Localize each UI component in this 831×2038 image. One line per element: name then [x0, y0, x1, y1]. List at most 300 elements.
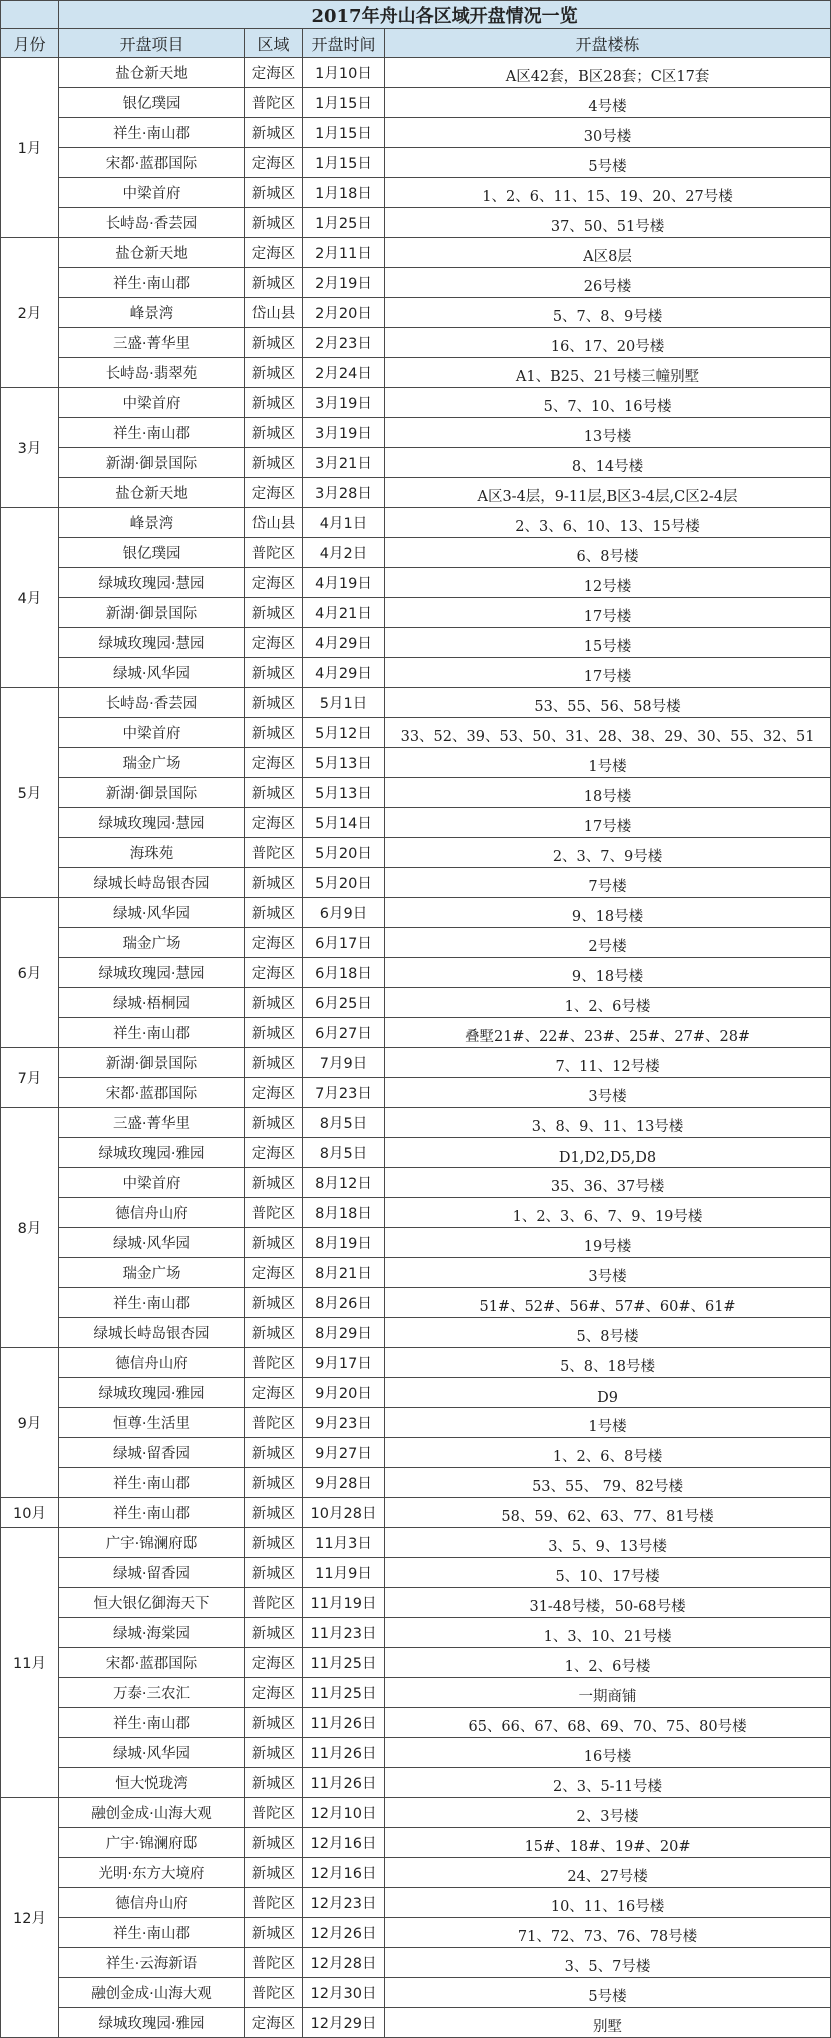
buildings-cell: 6、8号楼 [385, 538, 831, 568]
month-cell: 7月 [1, 1048, 59, 1108]
district-cell: 新城区 [245, 1708, 303, 1738]
project-cell: 祥生·南山郡 [59, 268, 245, 298]
district-cell: 普陀区 [245, 1888, 303, 1918]
district-cell: 定海区 [245, 1378, 303, 1408]
date-cell: 11月26日 [303, 1738, 385, 1768]
project-cell: 银亿璞园 [59, 88, 245, 118]
project-cell: 祥生·南山郡 [59, 1498, 245, 1528]
district-cell: 普陀区 [245, 1198, 303, 1228]
district-cell: 定海区 [245, 928, 303, 958]
buildings-cell: 1号楼 [385, 748, 831, 778]
date-cell: 11月26日 [303, 1708, 385, 1738]
district-cell: 普陀区 [245, 1978, 303, 2008]
date-cell: 10月28日 [303, 1498, 385, 1528]
table-row [1, 778, 831, 808]
district-cell: 定海区 [245, 748, 303, 778]
date-cell: 3月19日 [303, 418, 385, 448]
date-cell: 2月24日 [303, 358, 385, 388]
project-cell: 绿城·梧桐园 [59, 988, 245, 1018]
project-cell: 祥生·南山郡 [59, 1708, 245, 1738]
table-row [1, 1858, 831, 1888]
district-cell: 新城区 [245, 1468, 303, 1498]
district-cell: 新城区 [245, 1108, 303, 1138]
buildings-cell: 1、2、6、11、15、19、20、27号楼 [385, 178, 831, 208]
date-cell: 3月21日 [303, 448, 385, 478]
date-cell: 1月15日 [303, 148, 385, 178]
project-cell: 绿城玫瑰园·雅园 [59, 2008, 245, 2038]
title-corner-cell [1, 1, 59, 29]
buildings-cell: 15号楼 [385, 628, 831, 658]
table-title: 2017年舟山各区域开盘情况一览 [59, 1, 831, 29]
district-cell: 普陀区 [245, 1948, 303, 1978]
table-row [1, 928, 831, 958]
district-cell: 普陀区 [245, 538, 303, 568]
date-cell: 9月27日 [303, 1438, 385, 1468]
district-cell: 新城区 [245, 118, 303, 148]
table-row [1, 868, 831, 898]
district-cell: 普陀区 [245, 1408, 303, 1438]
district-cell: 定海区 [245, 1258, 303, 1288]
project-cell: 绿城玫瑰园·慧园 [59, 808, 245, 838]
buildings-cell: 1号楼 [385, 1408, 831, 1438]
table-row [1, 1318, 831, 1348]
buildings-cell: 8、14号楼 [385, 448, 831, 478]
district-cell: 新城区 [245, 1558, 303, 1588]
buildings-cell: 18号楼 [385, 778, 831, 808]
buildings-cell: D9 [385, 1378, 831, 1408]
table-row [1, 148, 831, 178]
project-cell: 瑞金广场 [59, 748, 245, 778]
project-cell: 广宇·锦澜府邸 [59, 1528, 245, 1558]
date-cell: 8月26日 [303, 1288, 385, 1318]
buildings-cell: 17号楼 [385, 598, 831, 628]
project-cell: 峰景湾 [59, 508, 245, 538]
project-cell: 新湖·御景国际 [59, 778, 245, 808]
project-cell: 祥生·云海新语 [59, 1948, 245, 1978]
project-cell: 宋都·蓝郡国际 [59, 148, 245, 178]
project-cell: 绿城·风华园 [59, 1738, 245, 1768]
buildings-cell: D1,D2,D5,D8 [385, 1138, 831, 1168]
date-cell: 8月5日 [303, 1138, 385, 1168]
month-cell: 8月 [1, 1108, 59, 1348]
project-cell: 盐仓新天地 [59, 238, 245, 268]
table-row [1, 1228, 831, 1258]
buildings-cell: 1、2、6号楼 [385, 988, 831, 1018]
table-row [1, 328, 831, 358]
project-cell: 德信舟山府 [59, 1198, 245, 1228]
date-cell: 12月16日 [303, 1828, 385, 1858]
project-cell: 万泰·三农汇 [59, 1678, 245, 1708]
table-row [1, 1888, 831, 1918]
table-row [1, 208, 831, 238]
date-cell: 12月28日 [303, 1948, 385, 1978]
month-cell: 5月 [1, 688, 59, 898]
district-cell: 定海区 [245, 1138, 303, 1168]
project-cell: 瑞金广场 [59, 928, 245, 958]
date-cell: 5月20日 [303, 838, 385, 868]
project-cell: 绿城长峙岛银杏园 [59, 868, 245, 898]
district-cell: 定海区 [245, 808, 303, 838]
date-cell: 7月23日 [303, 1078, 385, 1108]
table-row [1, 1738, 831, 1768]
project-cell: 绿城玫瑰园·雅园 [59, 1378, 245, 1408]
buildings-cell: 37、50、51号楼 [385, 208, 831, 238]
month-cell: 10月 [1, 1498, 59, 1528]
buildings-cell: 5号楼 [385, 1978, 831, 2008]
buildings-cell: A区8层 [385, 238, 831, 268]
buildings-cell: 1、2、3、6、7、9、19号楼 [385, 1198, 831, 1228]
district-cell: 普陀区 [245, 838, 303, 868]
header-date: 开盘时间 [303, 29, 385, 58]
buildings-cell: 10、11、16号楼 [385, 1888, 831, 1918]
buildings-cell: 3、8、9、11、13号楼 [385, 1108, 831, 1138]
date-cell: 6月27日 [303, 1018, 385, 1048]
date-cell: 4月21日 [303, 598, 385, 628]
date-cell: 9月23日 [303, 1408, 385, 1438]
date-cell: 5月20日 [303, 868, 385, 898]
date-cell: 2月20日 [303, 298, 385, 328]
month-cell: 4月 [1, 508, 59, 688]
month-cell: 9月 [1, 1348, 59, 1498]
district-cell: 定海区 [245, 58, 303, 88]
project-cell: 长峙岛·香芸园 [59, 688, 245, 718]
table-row [1, 1978, 831, 2008]
project-cell: 祥生·南山郡 [59, 1918, 245, 1948]
date-cell: 12月26日 [303, 1918, 385, 1948]
date-cell: 11月23日 [303, 1618, 385, 1648]
buildings-cell: 7、11、12号楼 [385, 1048, 831, 1078]
table-row [1, 1168, 831, 1198]
district-cell: 新城区 [245, 868, 303, 898]
table-body [1, 1, 831, 2038]
buildings-cell: 9、18号楼 [385, 898, 831, 928]
table-row [1, 1618, 831, 1648]
district-cell: 岱山县 [245, 298, 303, 328]
date-cell: 6月17日 [303, 928, 385, 958]
table-row [1, 1348, 831, 1378]
district-cell: 普陀区 [245, 1588, 303, 1618]
date-cell: 11月3日 [303, 1528, 385, 1558]
buildings-cell: 65、66、67、68、69、70、75、80号楼 [385, 1708, 831, 1738]
project-cell: 瑞金广场 [59, 1258, 245, 1288]
header-row [1, 29, 831, 58]
project-cell: 绿城玫瑰园·慧园 [59, 958, 245, 988]
table-row [1, 448, 831, 478]
date-cell: 2月23日 [303, 328, 385, 358]
project-cell: 绿城·风华园 [59, 1228, 245, 1258]
table-row [1, 1558, 831, 1588]
date-cell: 4月1日 [303, 508, 385, 538]
table-row [1, 628, 831, 658]
buildings-cell: 5、8号楼 [385, 1318, 831, 1348]
table-row [1, 118, 831, 148]
buildings-cell: 16、17、20号楼 [385, 328, 831, 358]
table-row [1, 568, 831, 598]
buildings-cell: 51#、52#、56#、57#、60#、61# [385, 1288, 831, 1318]
buildings-cell: 17号楼 [385, 808, 831, 838]
table-row [1, 1648, 831, 1678]
date-cell: 5月13日 [303, 748, 385, 778]
project-cell: 绿城·留香园 [59, 1558, 245, 1588]
date-cell: 11月25日 [303, 1678, 385, 1708]
table-row [1, 88, 831, 118]
table-row [1, 718, 831, 748]
project-cell: 祥生·南山郡 [59, 1288, 245, 1318]
project-cell: 峰景湾 [59, 298, 245, 328]
district-cell: 定海区 [245, 628, 303, 658]
project-cell: 三盛·菁华里 [59, 1108, 245, 1138]
date-cell: 1月15日 [303, 88, 385, 118]
table-row [1, 418, 831, 448]
project-cell: 新湖·御景国际 [59, 1048, 245, 1078]
date-cell: 4月2日 [303, 538, 385, 568]
date-cell: 2月11日 [303, 238, 385, 268]
project-cell: 绿城长峙岛银杏园 [59, 1318, 245, 1348]
table-row [1, 1258, 831, 1288]
date-cell: 1月18日 [303, 178, 385, 208]
date-cell: 4月19日 [303, 568, 385, 598]
date-cell: 1月10日 [303, 58, 385, 88]
project-cell: 新湖·御景国际 [59, 598, 245, 628]
district-cell: 定海区 [245, 148, 303, 178]
table-row [1, 478, 831, 508]
buildings-cell: A1、B25、21号楼三幢别墅 [385, 358, 831, 388]
district-cell: 新城区 [245, 448, 303, 478]
buildings-cell: 3、5、9、13号楼 [385, 1528, 831, 1558]
project-cell: 祥生·南山郡 [59, 1468, 245, 1498]
buildings-cell: 5、8、18号楼 [385, 1348, 831, 1378]
date-cell: 9月28日 [303, 1468, 385, 1498]
buildings-cell: 5号楼 [385, 148, 831, 178]
date-cell: 8月5日 [303, 1108, 385, 1138]
project-cell: 绿城·风华园 [59, 658, 245, 688]
district-cell: 新城区 [245, 1528, 303, 1558]
project-cell: 新湖·御景国际 [59, 448, 245, 478]
district-cell: 岱山县 [245, 508, 303, 538]
buildings-cell: 2、3、5-11号楼 [385, 1768, 831, 1798]
date-cell: 5月14日 [303, 808, 385, 838]
buildings-cell: 17号楼 [385, 658, 831, 688]
date-cell: 6月25日 [303, 988, 385, 1018]
table-row [1, 658, 831, 688]
project-cell: 德信舟山府 [59, 1888, 245, 1918]
buildings-cell: 叠墅21#、22#、23#、25#、27#、28# [385, 1018, 831, 1048]
month-cell: 12月 [1, 1798, 59, 2038]
buildings-cell: 5、7、8、9号楼 [385, 298, 831, 328]
buildings-cell: 53、55、56、58号楼 [385, 688, 831, 718]
table-row [1, 2008, 831, 2038]
table-row [1, 1468, 831, 1498]
project-cell: 光明·东方大境府 [59, 1858, 245, 1888]
buildings-cell: 别墅 [385, 2008, 831, 2038]
table-row [1, 598, 831, 628]
month-cell: 6月 [1, 898, 59, 1048]
district-cell: 定海区 [245, 2008, 303, 2038]
project-cell: 祥生·南山郡 [59, 418, 245, 448]
district-cell: 新城区 [245, 1858, 303, 1888]
project-cell: 宋都·蓝郡国际 [59, 1078, 245, 1108]
district-cell: 新城区 [245, 358, 303, 388]
table-row [1, 1678, 831, 1708]
table-row [1, 298, 831, 328]
date-cell: 6月18日 [303, 958, 385, 988]
project-cell: 长峙岛·翡翠苑 [59, 358, 245, 388]
district-cell: 新城区 [245, 268, 303, 298]
project-cell: 长峙岛·香芸园 [59, 208, 245, 238]
district-cell: 新城区 [245, 1918, 303, 1948]
table-row [1, 1138, 831, 1168]
buildings-cell: 4号楼 [385, 88, 831, 118]
month-cell: 1月 [1, 58, 59, 238]
district-cell: 新城区 [245, 1018, 303, 1048]
table-row [1, 178, 831, 208]
project-cell: 绿城玫瑰园·慧园 [59, 628, 245, 658]
buildings-cell: 1、2、6、8号楼 [385, 1438, 831, 1468]
buildings-cell: 3号楼 [385, 1258, 831, 1288]
district-cell: 新城区 [245, 778, 303, 808]
table-row [1, 1528, 831, 1558]
month-cell: 11月 [1, 1528, 59, 1798]
district-cell: 新城区 [245, 328, 303, 358]
table-row [1, 808, 831, 838]
buildings-cell: 31-48号楼，50-68号楼 [385, 1588, 831, 1618]
district-cell: 新城区 [245, 1168, 303, 1198]
project-cell: 祥生·南山郡 [59, 118, 245, 148]
district-cell: 定海区 [245, 238, 303, 268]
district-cell: 新城区 [245, 1828, 303, 1858]
date-cell: 5月1日 [303, 688, 385, 718]
date-cell: 11月19日 [303, 1588, 385, 1618]
date-cell: 12月30日 [303, 1978, 385, 2008]
date-cell: 3月28日 [303, 478, 385, 508]
project-cell: 中梁首府 [59, 718, 245, 748]
buildings-cell: A区3-4层，9-11层,B区3-4层,C区2-4层 [385, 478, 831, 508]
district-cell: 新城区 [245, 1048, 303, 1078]
table-row [1, 1948, 831, 1978]
date-cell: 11月25日 [303, 1648, 385, 1678]
table-row [1, 1498, 831, 1528]
date-cell: 3月19日 [303, 388, 385, 418]
date-cell: 1月25日 [303, 208, 385, 238]
title-row [1, 1, 831, 29]
date-cell: 6月9日 [303, 898, 385, 928]
district-cell: 定海区 [245, 1678, 303, 1708]
table-row [1, 268, 831, 298]
district-cell: 新城区 [245, 1288, 303, 1318]
table-row [1, 1408, 831, 1438]
project-cell: 绿城·留香园 [59, 1438, 245, 1468]
project-cell: 绿城玫瑰园·雅园 [59, 1138, 245, 1168]
date-cell: 8月29日 [303, 1318, 385, 1348]
table-row [1, 688, 831, 718]
table-row [1, 1708, 831, 1738]
district-cell: 定海区 [245, 1648, 303, 1678]
project-cell: 中梁首府 [59, 388, 245, 418]
district-cell: 普陀区 [245, 88, 303, 118]
table-row [1, 1108, 831, 1138]
buildings-cell: 15#、18#、19#、20# [385, 1828, 831, 1858]
buildings-cell: 1、2、6号楼 [385, 1648, 831, 1678]
date-cell: 11月26日 [303, 1768, 385, 1798]
date-cell: 8月19日 [303, 1228, 385, 1258]
table-row [1, 1768, 831, 1798]
project-cell: 德信舟山府 [59, 1348, 245, 1378]
header-project: 开盘项目 [59, 29, 245, 58]
district-cell: 定海区 [245, 478, 303, 508]
buildings-cell: 26号楼 [385, 268, 831, 298]
buildings-cell: 12号楼 [385, 568, 831, 598]
project-cell: 恒尊·生活里 [59, 1408, 245, 1438]
table-row [1, 898, 831, 928]
buildings-cell: 2、3号楼 [385, 1798, 831, 1828]
table-row [1, 1438, 831, 1468]
table-row [1, 1078, 831, 1108]
table-row [1, 388, 831, 418]
district-cell: 定海区 [245, 568, 303, 598]
buildings-cell: 30号楼 [385, 118, 831, 148]
project-cell: 融创金成·山海大观 [59, 1798, 245, 1828]
district-cell: 新城区 [245, 1738, 303, 1768]
table-row [1, 1018, 831, 1048]
district-cell: 新城区 [245, 1318, 303, 1348]
table-row [1, 58, 831, 88]
project-cell: 海珠苑 [59, 838, 245, 868]
buildings-cell: 一期商铺 [385, 1678, 831, 1708]
district-cell: 新城区 [245, 718, 303, 748]
table-row [1, 1918, 831, 1948]
project-cell: 恒大银亿御海天下 [59, 1588, 245, 1618]
buildings-cell: 2号楼 [385, 928, 831, 958]
project-cell: 祥生·南山郡 [59, 1018, 245, 1048]
header-district: 区域 [245, 29, 303, 58]
buildings-cell: 2、3、7、9号楼 [385, 838, 831, 868]
month-cell: 3月 [1, 388, 59, 508]
date-cell: 8月18日 [303, 1198, 385, 1228]
district-cell: 新城区 [245, 1438, 303, 1468]
header-buildings: 开盘楼栋 [385, 29, 831, 58]
date-cell: 9月17日 [303, 1348, 385, 1378]
table-row [1, 1378, 831, 1408]
district-cell: 新城区 [245, 178, 303, 208]
date-cell: 8月21日 [303, 1258, 385, 1288]
date-cell: 2月19日 [303, 268, 385, 298]
buildings-cell: 71、72、73、76、78号楼 [385, 1918, 831, 1948]
district-cell: 普陀区 [245, 1798, 303, 1828]
buildings-cell: 3、5、7号楼 [385, 1948, 831, 1978]
date-cell: 1月15日 [303, 118, 385, 148]
district-cell: 新城区 [245, 208, 303, 238]
date-cell: 4月29日 [303, 658, 385, 688]
buildings-cell: 5、10、17号楼 [385, 1558, 831, 1588]
buildings-cell: 53、55、 79、82号楼 [385, 1468, 831, 1498]
district-cell: 新城区 [245, 388, 303, 418]
project-cell: 绿城·风华园 [59, 898, 245, 928]
district-cell: 新城区 [245, 1228, 303, 1258]
date-cell: 5月12日 [303, 718, 385, 748]
table-row [1, 1288, 831, 1318]
buildings-cell: 9、18号楼 [385, 958, 831, 988]
date-cell: 9月20日 [303, 1378, 385, 1408]
date-cell: 5月13日 [303, 778, 385, 808]
project-cell: 恒大悦珑湾 [59, 1768, 245, 1798]
month-cell: 2月 [1, 238, 59, 388]
table-row [1, 538, 831, 568]
date-cell: 12月10日 [303, 1798, 385, 1828]
table-row [1, 1828, 831, 1858]
table-row [1, 1048, 831, 1078]
district-cell: 新城区 [245, 688, 303, 718]
date-cell: 4月29日 [303, 628, 385, 658]
